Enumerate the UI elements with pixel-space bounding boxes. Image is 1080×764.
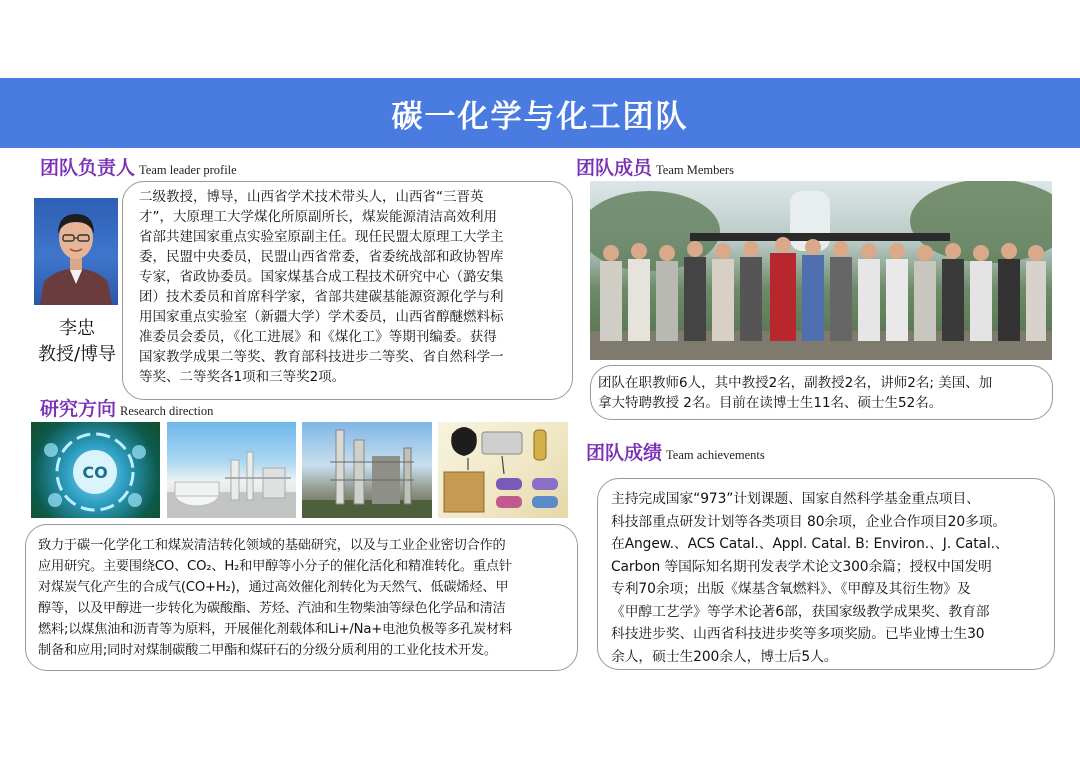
members-text-box (590, 365, 1053, 420)
leader-bio-line: 才”，大原理工大学煤化所原副所长，煤炭能源清洁高效利用 (139, 209, 497, 225)
achievements-line: 专利70余项；出版《煤基含氧燃料》、《甲醇及其衍生物》及 (611, 581, 971, 597)
achievements-heading-en: Team achievements (666, 448, 765, 462)
members-heading (576, 156, 734, 182)
achievements-line: 在Angew.、ACS Catal.、Appl. Catal. B: Environ.、J. Catal.、 (611, 536, 1009, 552)
members-heading-en: Team Members (656, 163, 734, 177)
research-line: 应用研究。主要围绕CO、CO₂、H₂和甲醇等小分子的催化活化和精准转化。重点针 (38, 559, 512, 574)
leader-bio-line: 团）技术委员和首席科学家，省部共建碳基能源资源化学与利 (139, 289, 504, 305)
achievements-line: 《甲醇工艺学》等学术论著6部，获国家级教学成果奖、教育部 (611, 603, 990, 620)
research-image-chemical-plant (302, 422, 432, 518)
research-image-plant-tanks (167, 422, 296, 518)
research-image-carbon-materials (438, 422, 568, 518)
leader-bio-line: 专家，省政协委员。国家煤基合成工程技术研究中心（潞安集 (139, 269, 504, 285)
leader-heading-en: Team leader profile (139, 163, 237, 177)
members-line: 拿大特聘教授 2名。目前在读博士生11名、硕士生52名。 (598, 395, 943, 411)
achievements-heading-zh: 团队成绩 (586, 442, 663, 464)
leader-portrait (34, 198, 118, 305)
achievements-line: 科技部重点研发计划等各类项目 80余项，企业合作项目20多项。 (611, 513, 1007, 530)
leader-role: 教授/博导 (37, 344, 117, 365)
research-line: 对煤炭气化产生的合成气(CO+H₂)，通过高效催化剂转化为天然气、低碳烯烃、甲 (38, 580, 509, 595)
title-banner (0, 78, 1080, 148)
leader-bio-line: 省部共建国家重点实验室原副主任。现任民盟太原理工大学主 (139, 229, 504, 245)
research-line: 致力于碳一化学化工和煤炭清洁转化领域的基础研究，以及与工业企业密切合作的 (38, 538, 506, 553)
research-line: 燃料;以煤焦油和沥青等为原料，开展催化剂载体和Li+/Na+电池负极等多孔炭材料 (38, 622, 512, 637)
leader-bio-line: 二级教授，博导，山西省学术技术带头人，山西省“三晋英 (139, 189, 484, 205)
leader-name-block (30, 316, 124, 368)
page-title: 碳一化学与化工团队 (391, 98, 689, 135)
research-heading-en: Research direction (120, 404, 214, 418)
leader-heading (40, 156, 237, 182)
research-text-box (25, 524, 578, 671)
leader-bio-line: 等奖、二等奖各1项和三等奖2项。 (139, 369, 346, 385)
achievements-line: 余人，硕士生200余人，博士后5人。 (611, 648, 838, 665)
achievements-line: 主持完成国家“973”计划课题、国家自然科学基金重点项目、 (611, 491, 980, 507)
team-group-photo (590, 181, 1052, 360)
achievements-line: 科技进步奖、山西省科技进步奖等多项奖励。已毕业博士生30 (611, 626, 985, 642)
research-heading-zh: 研究方向 (40, 398, 117, 420)
research-heading (40, 397, 213, 423)
achievements-heading (586, 441, 765, 467)
leader-bio-line: 国家教学成果二等奖、教育部科技进步二等奖、省自然科学一 (139, 349, 504, 365)
leader-bio-line: 准委员会委员，《化工进展》和《煤化工》等期刊编委。获得 (139, 329, 497, 345)
research-line: 制备和应用;同时对煤制碳酸二甲酯和煤矸石的分级分质利用的工业化技术开发。 (38, 643, 497, 658)
co-label: CO (82, 463, 108, 482)
leader-bio-box (122, 181, 573, 400)
achievements-line: Carbon 等国际知名期刊发表学术论文300余篇；授权中国发明 (611, 558, 992, 575)
leader-name: 李忠 (59, 318, 95, 339)
members-heading-zh: 团队成员 (576, 157, 653, 179)
leader-bio-line: 委，民盟中央委员，民盟山西省常委，省委统战部和政协智库 (139, 249, 504, 265)
members-line: 团队在职教师6人，其中教授2名，副教授2名，讲师2名; 美国、加 (598, 375, 993, 391)
achievements-text-box (597, 478, 1055, 670)
research-line: 醇等，以及甲醇进一步转化为碳酸酯、芳烃、汽油和生物柴油等绿色化学品和清洁 (38, 601, 506, 616)
research-image-co-cycle (31, 422, 160, 518)
leader-heading-zh: 团队负责人 (40, 157, 136, 179)
leader-bio-line: 用国家重点实验室（新疆大学）学术委员，山西省醇醚燃料标 (139, 309, 504, 325)
